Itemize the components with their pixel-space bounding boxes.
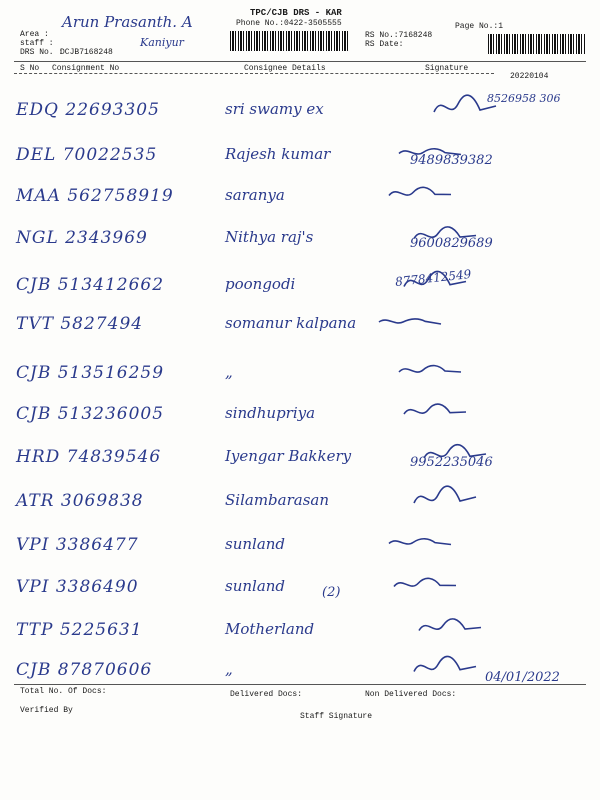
table-row (0, 92, 600, 140)
table-row (0, 620, 600, 660)
consignment-number: CJB 513236005 (16, 404, 165, 424)
phone-number: Phone No.:0422-3505555 (236, 19, 342, 28)
date-stamp: 20220104 (510, 72, 549, 81)
drs-no-value: DCJB7168248 (60, 48, 113, 57)
signature-scribble (385, 527, 455, 557)
table-row (0, 267, 600, 315)
handwritten-note: 9952235046 (410, 455, 493, 470)
document-title: TPC/CJB DRS - KAR (250, 8, 342, 18)
handwritten-note: 9489839382 (410, 153, 493, 168)
signature-scribble (375, 306, 445, 336)
consignee-name: saranya (225, 186, 285, 204)
signature-scribble (410, 652, 480, 682)
table-row (0, 363, 600, 403)
handwritten-note: 9600829689 (410, 236, 493, 251)
footer-divider (14, 684, 586, 685)
consignee-name: Motherland (225, 620, 315, 638)
signature-scribble (385, 178, 455, 208)
col-signature-header: Signature (425, 64, 469, 73)
rs-date: RS Date: (365, 40, 404, 49)
consignment-number: HRD 74839546 (16, 447, 162, 467)
total-docs-label: Total No. Of Docs: (20, 687, 107, 696)
table-row (0, 404, 600, 444)
table-row (0, 186, 600, 226)
area-label: Area : (20, 30, 49, 39)
drs-no-label: DRS No. : (20, 48, 64, 57)
consignee-name: sunland (225, 535, 286, 553)
consignment-number: NGL 2343969 (16, 228, 148, 248)
consignment-number: TVT 5827494 (16, 314, 144, 334)
delivered-docs-label: Delivered Docs: (230, 690, 303, 699)
consignee-name: Silambarasan (225, 491, 329, 509)
consignee-name: sri swamy ex (225, 100, 324, 118)
consignee-name: sindhupriya (225, 404, 316, 422)
signature-scribble (410, 483, 480, 513)
consignee-name: Iyengar Bakkery (225, 447, 352, 465)
table-row (0, 447, 600, 487)
page-number: Page No.:1 (455, 22, 504, 31)
signature-scribble (415, 612, 485, 642)
staff-label: staff : (20, 39, 54, 48)
col-consignee-header: Consignee Details (244, 64, 326, 73)
drs-barcode (230, 31, 348, 51)
handwritten-staff-name: Arun Prasanth. A (62, 13, 193, 31)
consignee-name: „ (225, 363, 233, 381)
col-consignment-header: Consignment No (52, 64, 120, 73)
header-divider (14, 61, 586, 62)
signature-scribble (390, 569, 460, 599)
handwritten-note: (2) (322, 585, 341, 600)
column-divider (14, 73, 494, 74)
handwritten-area: Kaniyur (140, 36, 184, 49)
signature-scribble (400, 396, 470, 426)
consignment-number: VPI 3386490 (16, 577, 139, 597)
handwritten-note: 8778412549 (394, 267, 472, 289)
consignment-number: ATR 3069838 (16, 491, 144, 511)
staff-signature-label: Staff Signature (300, 712, 373, 721)
consignee-name: Nithya raj's (225, 228, 314, 246)
rs-number: RS No.:7168248 (365, 31, 433, 40)
consignment-number: TTP 5225631 (16, 620, 143, 640)
table-row (0, 228, 600, 268)
table-row (0, 577, 600, 617)
signature-scribble (395, 355, 465, 385)
consignment-number: CJB 513516259 (16, 363, 165, 383)
col-sno-header: S No (20, 64, 40, 73)
verified-by-label: Verified By (20, 706, 73, 715)
consignee-name: somanur kalpana (225, 314, 357, 332)
consignment-number: EDQ 22693305 (16, 100, 160, 120)
table-row (0, 535, 600, 575)
handwritten-note: 8526958 306 (487, 92, 561, 105)
consignment-number: CJB 513412662 (16, 275, 165, 295)
table-row (0, 314, 600, 354)
consignment-number: VPI 3386477 (16, 535, 139, 555)
rs-barcode (488, 34, 586, 54)
consignment-number: CJB 87870606 (16, 660, 153, 680)
non-delivered-docs-label: Non Delivered Docs: (365, 690, 457, 699)
consignee-name: Rajesh kumar (225, 145, 331, 163)
consignment-number: DEL 70022535 (16, 145, 158, 165)
consignment-number: MAA 562758919 (16, 186, 174, 206)
handwritten-note: 04/01/2022 (485, 670, 560, 685)
consignee-name: „ (225, 660, 233, 678)
consignee-name: sunland (225, 577, 286, 595)
table-row (0, 491, 600, 531)
table-row (0, 145, 600, 185)
consignee-name: poongodi (225, 275, 296, 293)
